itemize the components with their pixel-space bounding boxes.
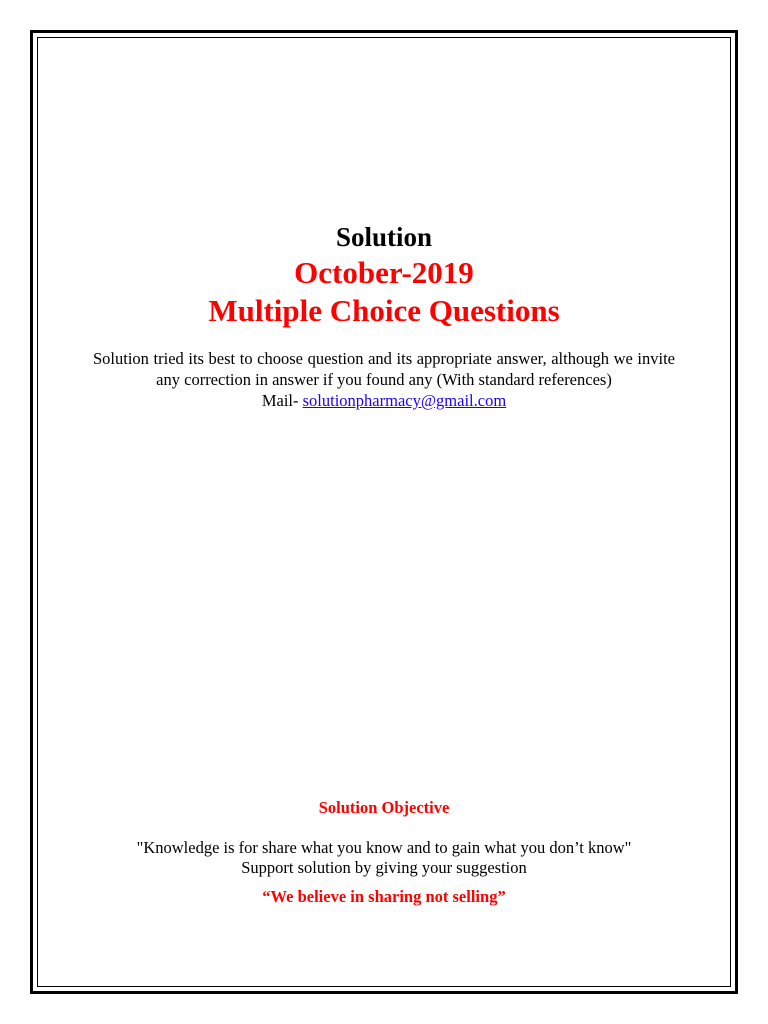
title-solution: Solution [335,222,433,252]
intro-section [93,348,675,411]
support-line: Support solution by giving your suggestion [241,858,527,877]
mail-line [93,390,675,411]
mail-prefix: Mail- [261,391,303,410]
intro-paragraph: Solution tried its best to choose question and its appropriate answer, although we invite any correction in answer if you found any (With standard references) [93,349,675,389]
title-date: October-2019 [294,255,474,290]
cover-page [37,37,731,987]
email-link[interactable]: solutionpharmacy@gmail.com [302,391,507,410]
objective-heading: Solution Objective [318,798,450,817]
title-block [37,220,731,330]
title-mcq: Multiple Choice Questions [208,293,560,328]
slogan: “We believe in sharing not selling” [262,887,506,906]
knowledge-quote: "Knowledge is for share what you know and to gain what you don’t know" [136,838,632,857]
